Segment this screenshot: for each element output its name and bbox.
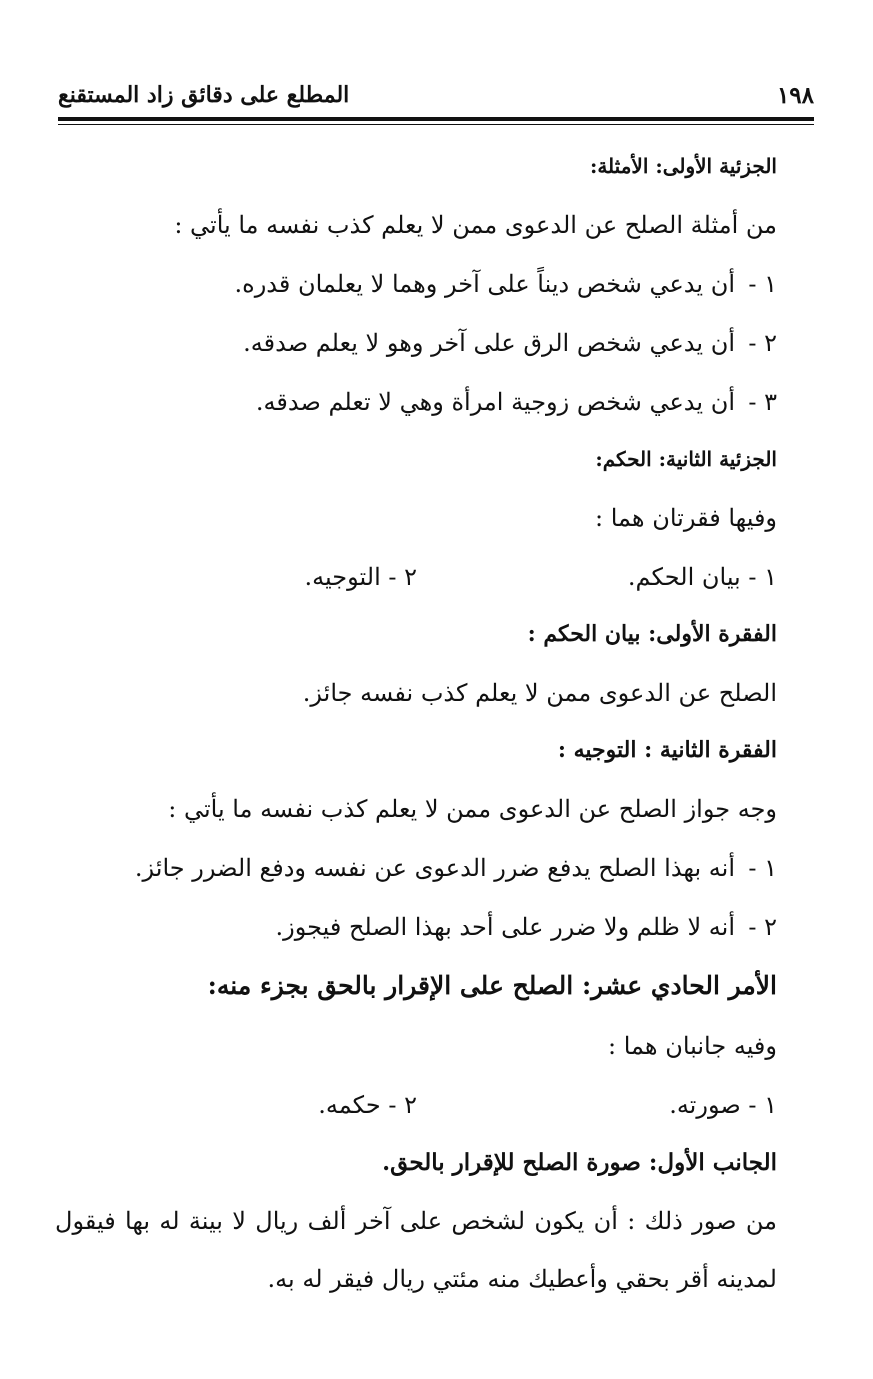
page-number: ١٩٨ xyxy=(776,82,814,109)
list-item: ٢ - التوجيه. xyxy=(304,563,417,591)
heading: الفقرة الثانية : التوجيه : xyxy=(557,737,777,763)
list-number: ١ - xyxy=(748,270,777,298)
section-heading: الأمر الحادي عشر: الصلح على الإقرار بالحق بجزء منه: xyxy=(207,971,777,1000)
list-item xyxy=(37,254,777,313)
list-text: أن يدعي شخص ديناً على آخر وهما لا يعلمان قدره. xyxy=(234,270,735,298)
two-column-list xyxy=(37,1075,777,1134)
list-item: ١ - صورته. xyxy=(669,1091,777,1119)
subheading: الجزئية الثانية: الحكم: xyxy=(595,447,777,471)
list-item: ١ - بيان الحكم. xyxy=(627,563,777,591)
list-number: ٢ - xyxy=(748,913,777,941)
paragraph: من صور ذلك : أن يكون لشخص على آخر ألف ريال لا بينة له بها فيقول لمدينه أقر بحقي وأعطيك منه مئتي ريال فيقر له به. xyxy=(55,1207,777,1293)
heading: الجانب الأول: صورة الصلح للإقرار بالحق. xyxy=(382,1149,777,1176)
heading: الفقرة الأولى: بيان الحكم : xyxy=(527,621,777,647)
book-title: المطلع على دقائق زاد المستقنع xyxy=(58,82,350,108)
two-column-list xyxy=(37,547,777,606)
list-item xyxy=(37,313,777,372)
subheading: الجزئية الأولى: الأمثلة: xyxy=(589,154,777,178)
header-rule-thin xyxy=(58,124,814,125)
list-text: أنه لا ظلم ولا ضرر على أحد بهذا الصلح فيجوز. xyxy=(275,913,735,941)
header-rule-thick xyxy=(58,117,814,121)
list-text: أن يدعي شخص الرق على آخر وهو لا يعلم صدقه. xyxy=(243,329,735,357)
list-item xyxy=(37,838,777,897)
list-number: ٢ - xyxy=(748,329,777,357)
paragraph: من أمثلة الصلح عن الدعوى ممن لا يعلم كذب نفسه ما يأتي : xyxy=(174,211,777,239)
body-text xyxy=(37,138,777,1293)
paragraph: الصلح عن الدعوى ممن لا يعلم كذب نفسه جائز. xyxy=(302,679,777,707)
list-number: ٣ - xyxy=(748,388,777,416)
paragraph: وجه جواز الصلح عن الدعوى ممن لا يعلم كذب نفسه ما يأتي : xyxy=(168,795,777,823)
list-item xyxy=(37,897,777,956)
running-header xyxy=(58,80,814,114)
list-number: ١ - xyxy=(748,854,777,882)
paragraph: وفيها فقرتان هما : xyxy=(595,504,777,532)
paragraph: وفيه جانبان هما : xyxy=(608,1032,777,1060)
list-text: أنه بهذا الصلح يدفع ضرر الدعوى عن نفسه ودفع الضرر جائز. xyxy=(134,854,735,882)
list-item: ٢ - حكمه. xyxy=(318,1091,417,1119)
list-text: أن يدعي شخص زوجية امرأة وهي لا تعلم صدقه. xyxy=(255,388,735,416)
list-item xyxy=(37,372,777,431)
